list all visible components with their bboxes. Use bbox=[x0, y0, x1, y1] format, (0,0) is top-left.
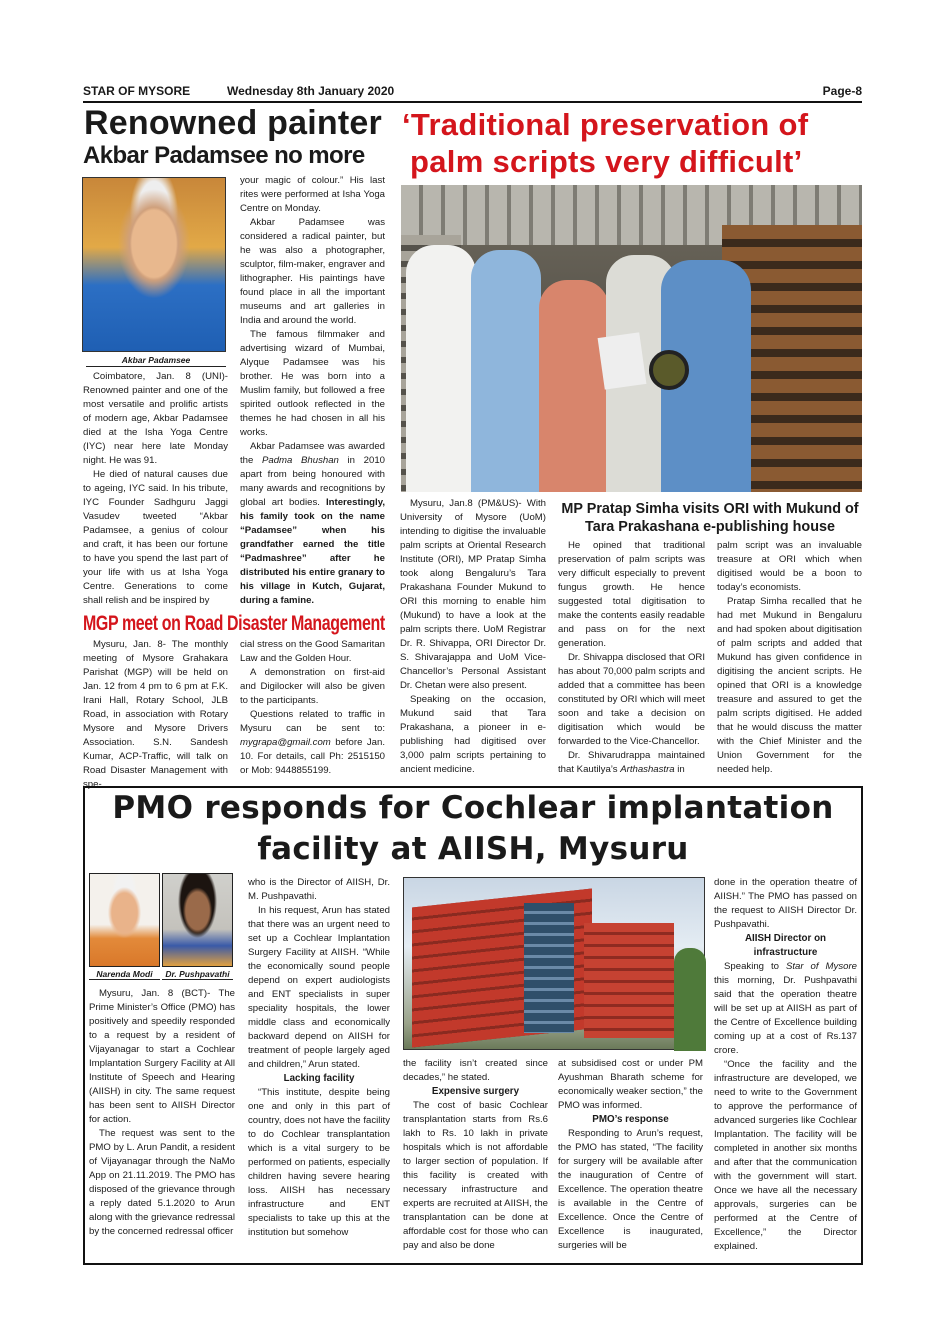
subheading: PMO’s response bbox=[592, 1114, 669, 1125]
paragraph: “This institute, despite being one and only in this part of country, does not have the facility to do Cochlear transplantation which is a vital surgery to be performed on patients, especially children having severe hearing loss. AIISH has necessary infrastructure and ENT specialists to take up this at the institution but somehow bbox=[248, 1087, 390, 1238]
paragraph: who is the Director of AIISH, Dr. M. Pushpavathi. bbox=[248, 877, 390, 902]
paragraph: Mysuru, Jan. 8 (BCT)- The Prime Minister’s Office (PMO) has positively and speedily responded to a request by a resident of Vijayanagar to start a Cochlear Implantation Surgery Facility at All Institute of Speech and Hearing (AIISH) in city. The same request has been sent to AIISH Director for action. bbox=[89, 988, 235, 1125]
padamsee-subhead: Akbar Padamsee no more bbox=[83, 142, 365, 169]
bold-text: Interestingly, his family took on the name “Padamsee” when his grandfather earned the title “Padmashree” after he distributed his entire granary to his village in Kutch, Gujarat, during a famine. bbox=[240, 497, 385, 606]
issue-date: Wednesday 8th January 2020 bbox=[227, 84, 395, 98]
paragraph: at subsidised cost or under PM Ayushman Bharath scheme for economically weaker section,” the PMO was informed. bbox=[558, 1058, 703, 1111]
italic-text: Arthashastra bbox=[620, 764, 675, 775]
paragraph: Pratap Simha recalled that he had met Mukund in Bengaluru and had spoken about digitisation of palm scripts and added that Mukund has given confidence in digitising the ancient scripts. He opined that ORI is a knowledge treasure and assured to get the palm scripts digitised. He added that he would discuss the matter with the Chief Minister and the Union Government for the needed help. bbox=[717, 596, 862, 775]
paragraph: Mysuru, Jan.8 (PM&US)- With University of Mysore (UoM) intending to digitise the invaluable palm scripts at Oriental Research Institute (ORI), MP Pratap Simha took along Bengaluru’s Tara Prakashana Founder Mukund to ORI this morning to enable him (Mukund) to have a look at the palm scripts there. UoM Registrar Dr. R. Shivappa, ORI Director Dr. S. Shivarajappa and UoM Vice-Chancellor’s Personal Assistant Dr. Chetan were also present. bbox=[400, 498, 546, 691]
padamsee-column-1 bbox=[83, 370, 228, 610]
aiish-building-photo bbox=[403, 877, 705, 1050]
paragraph: cial stress on the Good Samaritan Law and the Golden Hour. bbox=[240, 639, 385, 664]
paragraph: “Once the facility and the infrastructure are developed, we need to write to the Government to approve the performance of advanced surgeries like Cochlear Implantation. The facility will be completed in another six months and after that the communication with the government will start. Once we have all the necessary approvals, surgeries can be performed at the Centre of Excellence,” the Director explained. bbox=[714, 1059, 857, 1252]
paragraph: He died of natural causes due to ageing, IYC said. In his tribute, IYC Founder Sadhguru Jaggi Vasudev tweeted “Akbar Padamsee, a genius of colour and craft, it has been our fortune to have you spend the last part of your life with us at Isha Yoga Centre. Generations to come shall relish and be inspired by bbox=[83, 469, 228, 606]
paragraph: Speaking to Star of Mysore this morning, Dr. Pushpavathi said that the operation theatre will be set up at AIISH as part of the Centre of Excellence building coming up at a cost of Rs.137 crore. bbox=[714, 961, 857, 1056]
ori-subhead: MP Pratap Simha visits ORI with Mukund of Tara Prakashana e-publishing house bbox=[561, 501, 859, 535]
ori-palm-scripts-photo bbox=[401, 185, 862, 492]
narendra-modi-photo bbox=[89, 873, 160, 967]
ori-column-3 bbox=[717, 539, 862, 780]
newspaper-name: STAR OF MYSORE bbox=[83, 84, 191, 98]
padamsee-column-2 bbox=[240, 174, 385, 610]
paragraph: palm script was an invaluable treasure at ORI which when digitised would be a boon to today’s economists. bbox=[717, 540, 862, 593]
ori-headline bbox=[402, 106, 808, 180]
pmo-column-2 bbox=[248, 876, 390, 1259]
subheading: AIISH Director on infrastructure bbox=[744, 933, 827, 958]
italic-text: mygrapa@gmail.com bbox=[240, 737, 331, 748]
paragraph: done in the operation theatre of AIISH.” The PMO has passed on the request to AIISH Director Dr. Pushpavathi. bbox=[714, 877, 857, 930]
header-rule bbox=[83, 101, 862, 103]
paragraph: A demonstration on first-aid and Digilocker will also be given to the participants. bbox=[240, 667, 385, 706]
paragraph: Speaking on the occasion, Mukund said that Tara Prakashana, a pioneer in e-publishing had digitised over 3,000 palm scripts pertaining to ancient medicine. bbox=[400, 694, 546, 775]
paragraph: The request was sent to the PMO by L. Arun Pandit, a resident of Vijayanagar through the NaMo App on 21.11.2019. The PMO has disposed of the grievance through a reply dated 5.1.2020 to Arun along with the grievance redressal by the concerned redressal officer bbox=[89, 1128, 235, 1237]
paragraph: Responding to Arun’s request, the PMO has stated, “The facility for surgery will be available after the inauguration of Centre of Excellence. The operation theatre is available in the Centre of Excellence. Once the Centre of Excellence is inaugurated, surgeries will be bbox=[558, 1128, 703, 1251]
paragraph: the facility isn’t created since decades,” he stated. bbox=[403, 1058, 548, 1083]
paragraph: your magic of colour.” His last rites were performed at Isha Yoga Centre on Monday. bbox=[240, 175, 385, 214]
subheading: Expensive surgery bbox=[431, 1086, 520, 1097]
paragraph: Akbar Padamsee was considered a radical painter, but he was also a photographer, sculptor, film-maker, engraver and lithographer. His paintings have found place in all the important museums and art galleries in India and around the world. bbox=[240, 217, 385, 326]
pmo-headline-line-1: PMO responds for Cochlear implantation bbox=[112, 790, 834, 826]
padamsee-photo-caption: Akbar Padamsee bbox=[86, 355, 226, 367]
paragraph: Akbar Padamsee was awarded the Padma Bhushan in 2010 apart from being honoured with many awards and recognitions by global art bodies. Interestingly, his family took on the name “Padamsee” when his grandfather earned the title “Padmashree” after he distributed his entire granary to his village in Kutch, Gujarat, during a famine. bbox=[240, 441, 385, 606]
paragraph: He opined that traditional preservation of palm scripts was very difficult especially to prevent fungus growth. He hence suggested total digitisation to make the contents easily readable and pass on for the next generation. bbox=[558, 540, 705, 649]
ori-column-1 bbox=[400, 497, 546, 780]
paragraph: Mysuru, Jan. 8- The monthly meeting of Mysore Grahakara Parishat (MGP) will be held on Jan. 12 from 4 pm to 6 pm at F.K. Irani Hall, Rotary School, JLB Road, in association with Rotary Mysore and Mysore Drivers Association. S.N. Sandesh Kumar, ACP-Traffic, will talk on Road Disaster Management with spe- bbox=[83, 639, 228, 790]
paragraph: The famous filmmaker and advertising wizard of Mumbai, Alyque Padamsee was his brother. He was born into a Muslim family, but followed a free spirited outlook reflected in the themes he had chosen in all his works. bbox=[240, 329, 385, 438]
ori-column-2 bbox=[558, 539, 705, 780]
ori-headline-line-1: ‘Traditional preservation of bbox=[402, 107, 809, 142]
italic-text: Padma Bhushan bbox=[261, 455, 339, 466]
paragraph: Coimbatore, Jan. 8 (UNI)- Renowned painter and one of the most versatile and prolific artists of modern age, Akbar Padamsee died at the Isha Yoga Centre (IYC) near here late Monday night. He was 91. bbox=[83, 371, 228, 466]
mgp-column-1 bbox=[83, 638, 228, 790]
paragraph: In his request, Arun has stated that there was an urgent need to set up a Cochlear Implantation Surgery Facility at AIISH. “While the economically sound people depend on expert audiologists and ENT specialists in super speciality hospitals, the lower middle class and economically backward depend on AIISH for treatment of people largely aged and children,” Arun stated. bbox=[248, 905, 390, 1070]
akbar-padamsee-photo bbox=[82, 177, 226, 352]
pushpavathi-caption: Dr. Pushpavathi bbox=[162, 969, 233, 980]
italic-text: Star of Mysore bbox=[785, 961, 857, 972]
mgp-headline: MGP meet on Road Disaster Management bbox=[83, 612, 385, 635]
modi-caption: Narenda Modi bbox=[89, 969, 160, 980]
ori-headline-line-2: palm scripts very difficult’ bbox=[410, 144, 803, 179]
pmo-column-4 bbox=[558, 1057, 703, 1259]
page-number: Page-8 bbox=[822, 84, 862, 98]
pmo-column-1 bbox=[89, 987, 235, 1259]
subheading: Lacking facility bbox=[283, 1073, 355, 1084]
paragraph: Dr. Shivarudrappa maintained that Kautilya’s Arthashastra in bbox=[558, 750, 705, 775]
mgp-column-2 bbox=[240, 638, 385, 780]
dr-pushpavathi-photo bbox=[162, 873, 233, 967]
pmo-column-5 bbox=[714, 876, 857, 1259]
pmo-headline-line-2: facility at AIISH, Mysuru bbox=[257, 831, 689, 867]
paragraph: Dr. Shivappa disclosed that ORI has about 70,000 palm scripts and added that a committee has been constituted by ORI which will meet soon and take a decision on digitisation which would be forwarded to the Vice-Chancellor. bbox=[558, 652, 705, 747]
paragraph: Questions related to traffic in Mysuru can be sent to: mygrapa@gmail.com before Jan. 10. For details, call Ph: 2515150 or Mob: 9448855199. bbox=[240, 709, 385, 776]
paragraph: The cost of basic Cochlear transplantation starts from Rs.6 lakh to Rs. 10 lakh in private hospitals which is not affordable to larger section of population. If this facility is created with necessary infrastructure and experts are recruited at AIISH, the transplantation can be done at affordable cost for those who can pay and also be done bbox=[403, 1100, 548, 1251]
pmo-headline bbox=[85, 788, 861, 870]
padamsee-headline: Renowned painter bbox=[84, 104, 382, 142]
pmo-column-3 bbox=[403, 1057, 548, 1259]
